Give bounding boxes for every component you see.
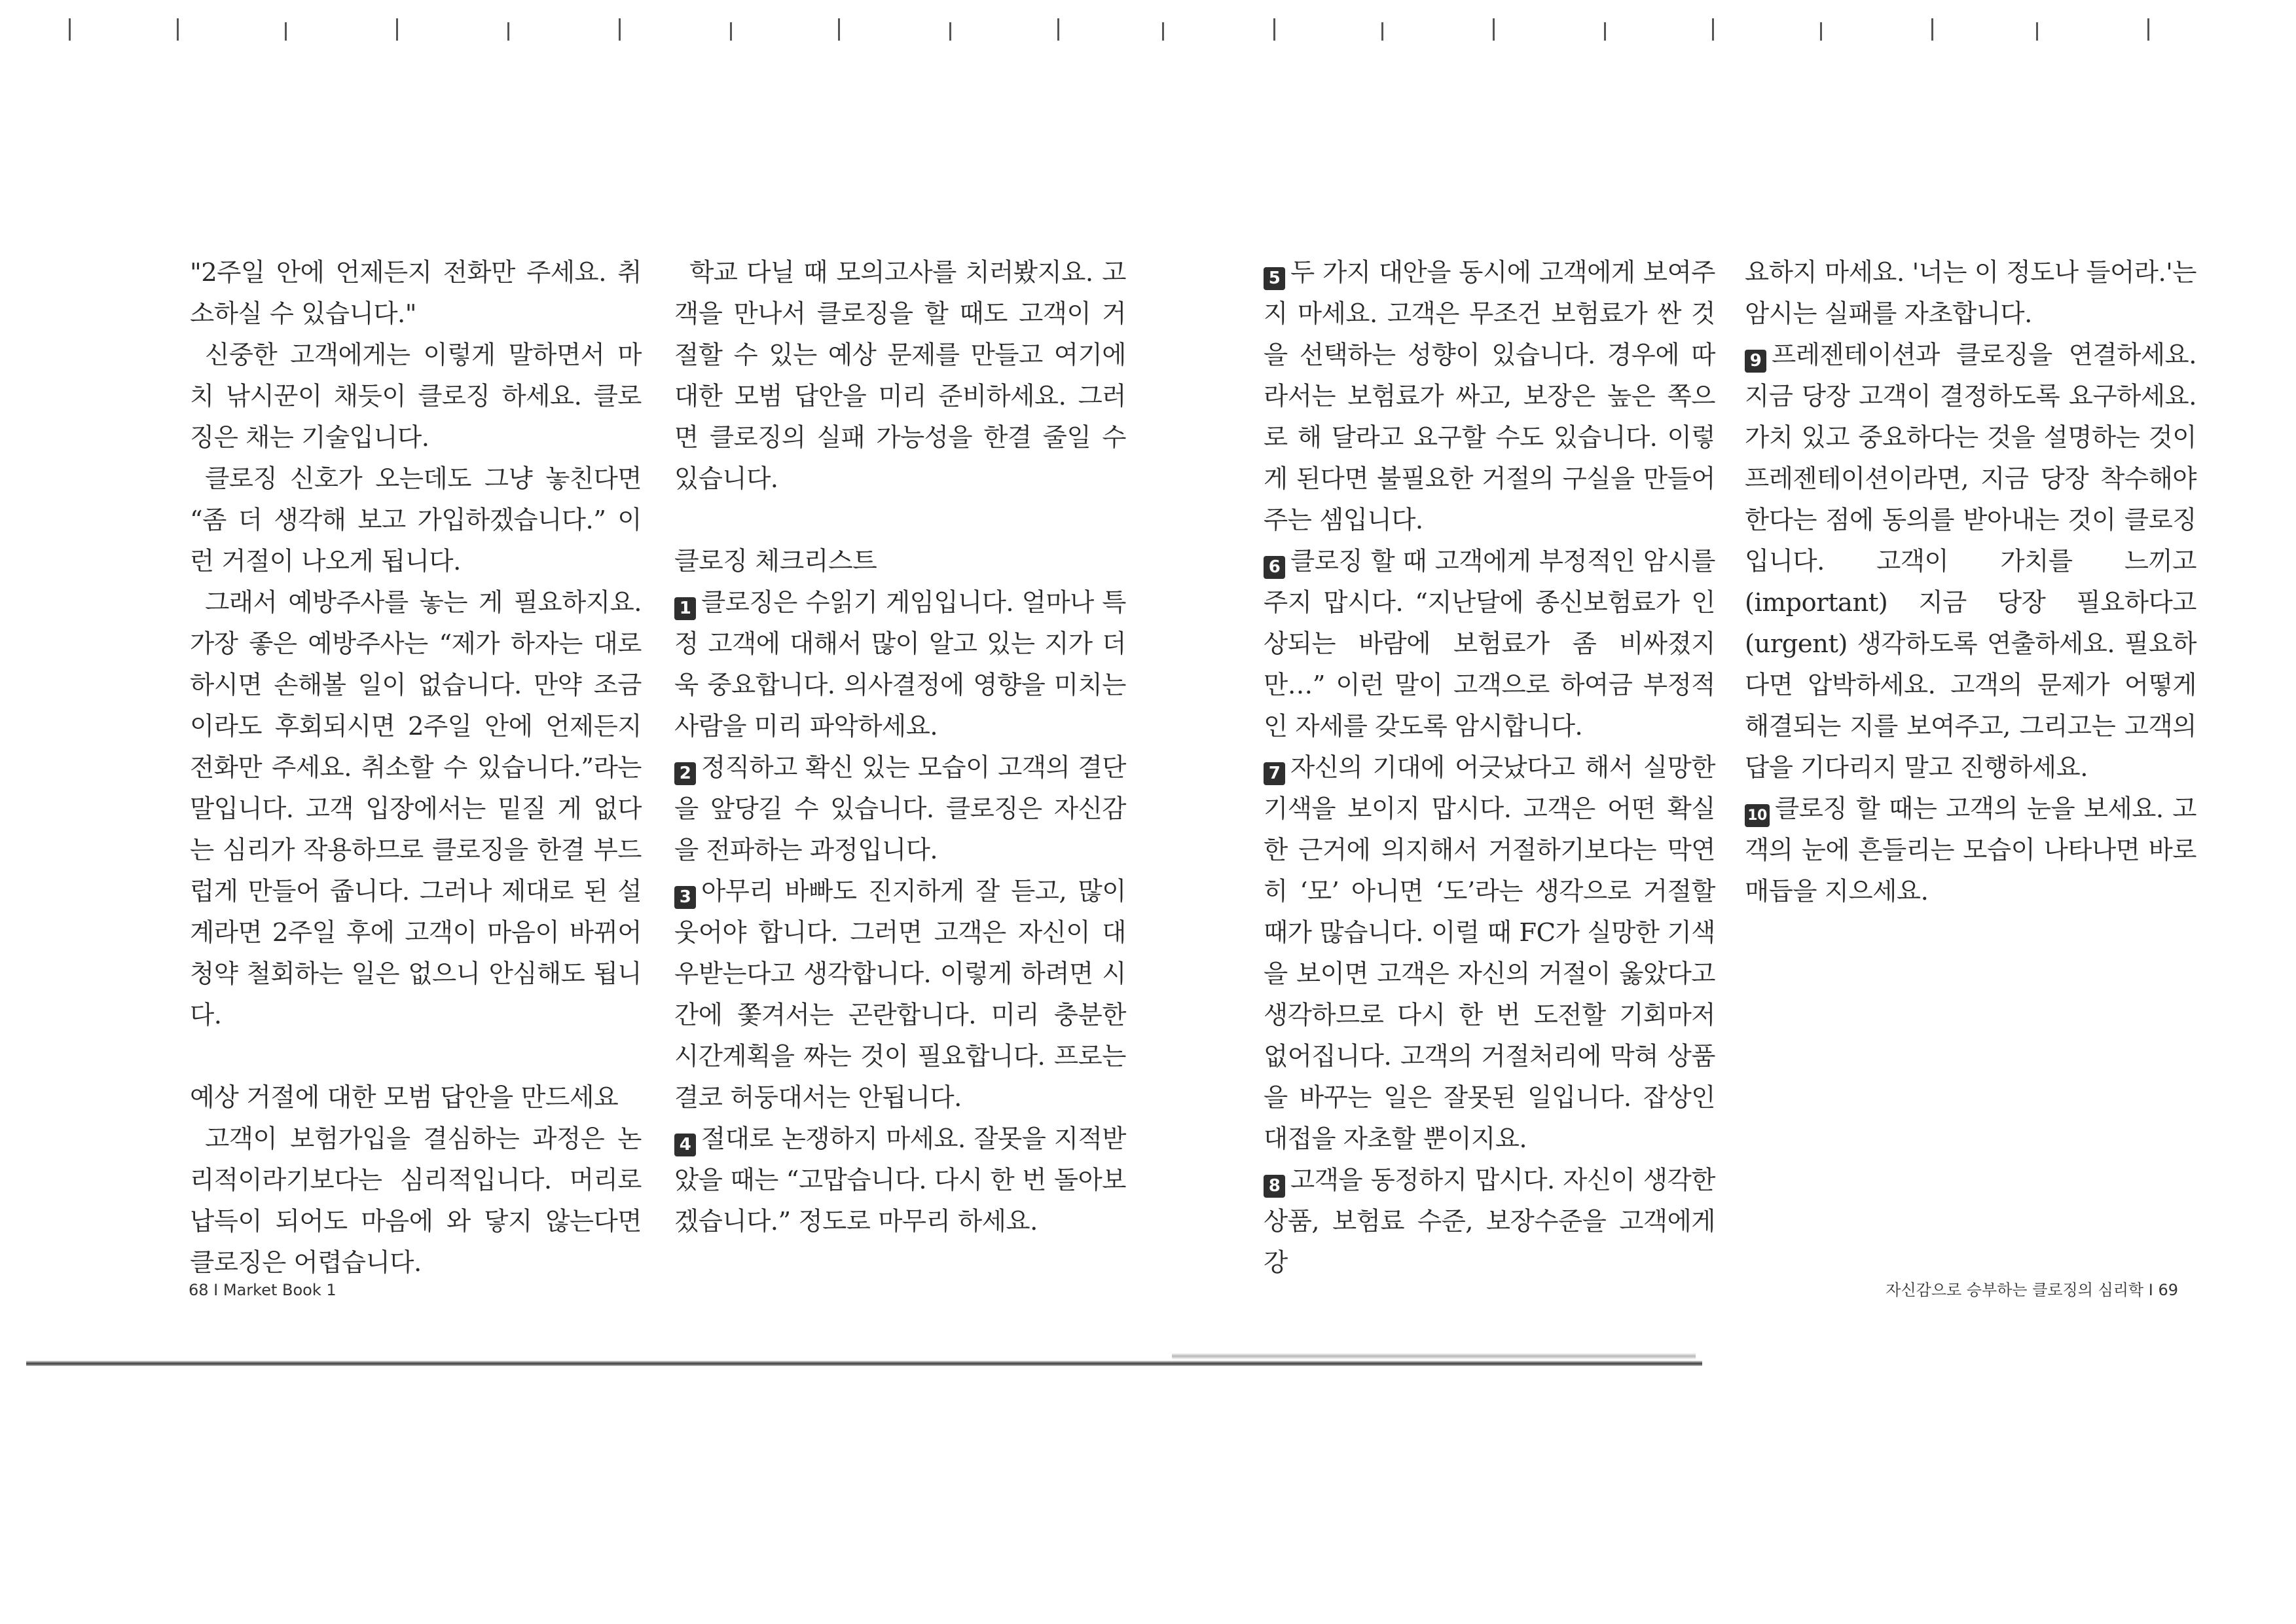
- crop-mark: [177, 18, 179, 41]
- paragraph: 클로징 신호가 오는데도 그냥 놓친다면 “좀 더 생각해 보고 가입하겠습니다.” 이런 거절이 나오게 됩니다.: [190, 464, 642, 576]
- checklist-item: [674, 871, 1126, 1118]
- crop-mark: [69, 18, 71, 41]
- crop-mark: [2036, 22, 2038, 41]
- left-page-column-2: [674, 252, 1126, 1242]
- crop-mark: [285, 22, 287, 41]
- checklist-text: 고객을 동정하지 맙시다. 자신이 생각한 상품, 보험료 수준, 보장수준을 고객에게 강: [1264, 1166, 1715, 1278]
- paragraph: 학교 다닐 때 모의고사를 치러봤지요. 고객을 만나서 클로징을 할 때도 고객이 거절할 수 있는 예상 문제를 만들고 여기에 대한 모범 답안을 미리 준비하세요. 그러면 클로징의 실패 가능성을 한결 줄일 수 있습니다.: [674, 258, 1126, 494]
- crop-mark: [1931, 18, 1933, 41]
- gutter-shadow: [1172, 1353, 1696, 1359]
- checklist-text: 아무리 바빠도 진지하게 잘 듣고, 많이 웃어야 합니다. 그러면 고객은 자신이 대우받는다고 생각합니다. 이렇게 하려면 시간에 쫓겨서는 곤란합니다. 미리 충분한 시간계획을 짜는 것이 필요합니다. 프로는 결코 허둥대서는 안됩니다.: [674, 877, 1126, 1113]
- crop-mark: [1057, 18, 1059, 41]
- number-badge: 4: [674, 1134, 696, 1156]
- paragraph: 신중한 고객에게는 이렇게 말하면서 마치 낚시꾼이 채듯이 클로징 하세요. 클로징은 채는 기술입니다.: [190, 341, 642, 452]
- checklist-text: 프레젠테이션과 클로징을 연결하세요. 지금 당장 고객이 결정하도록 요구하세요. 가치 있고 중요하다는 것을 설명하는 것이 프레젠테이션이라면, 지금 당장 착수해야 한다는 점에 동의를 받아내는 것이 클로징입니다. 고객이 가치를 느끼고(important) 지금 당장 필요하다고(urgent) 생각하도록 연출하세요. 필요하다면 압박하세요. 고객의 문제가 어떻게 해결되는 지를 보여주고, 그리고는 고객의 답을 기다리지 말고 진행하세요.: [1745, 341, 2196, 783]
- crop-mark: [2147, 18, 2149, 41]
- paragraph: 그래서 예방주사를 놓는 게 필요하지요. 가장 좋은 예방주사는 “제가 하자는 대로 하시면 손해볼 일이 없습니다. 만약 조금이라도 후회되시면 2주일 안에 언제든지 전화만 주세요. 취소할 수 있습니다.”라는 말입니다. 고객 입장에서는 밑질 게 없다는 심리가 작용하므로 클로징을 한결 부드럽게 만들어 줍니다. 그러나 제대로 된 설계라면 2주일 후에 고객이 마음이 바뀌어 청약 철회하는 일은 없으니 안심해도 됩니다.: [190, 588, 642, 1030]
- number-badge: 6: [1264, 556, 1285, 579]
- checklist-heading: 클로징 체크리스트: [674, 547, 877, 576]
- number-badge: 8: [1264, 1175, 1285, 1198]
- number-badge: 9: [1745, 350, 1766, 373]
- checklist-text: 클로징 할 때 고객에게 부정적인 암시를 주지 맙시다. “지난달에 종신보험료가 인상되는 바람에 보험료가 좀 비싸졌지만…” 이런 말이 고객으로 하여금 부정적인 자세를 갖도록 암시합니다.: [1264, 547, 1715, 741]
- number-badge: 7: [1264, 762, 1285, 785]
- checklist-item: [674, 747, 1126, 871]
- number-badge: 3: [674, 886, 696, 909]
- checklist-text: 클로징 할 때는 고객의 눈을 보세요. 고객의 눈에 흔들리는 모습이 나타나면 바로 매듭을 지으세요.: [1745, 794, 2196, 906]
- crop-mark: [949, 22, 951, 41]
- crop-mark: [1162, 22, 1164, 41]
- number-badge: 1: [674, 597, 696, 620]
- checklist-item: [674, 1118, 1126, 1242]
- left-page-column-1: [190, 252, 642, 1283]
- checklist-item: [1264, 541, 1715, 747]
- number-badge: 2: [674, 762, 696, 785]
- checklist-text: 자신의 기대에 어긋났다고 해서 실망한 기색을 보이지 맙시다. 고객은 어떤 확실한 근거에 의지해서 거절하기보다는 막연히 ‘모’ 아니면 ‘도’라는 생각으로 거절할 때가 많습니다. 이럴 때 FC가 실망한 기색을 보이면 고객은 자신의 거절이 옳았다고 생각하므로 다시 한 번 도전할 기회마저 없어집니다. 고객의 거절처리에 막혀 상품을 바꾸는 일은 잘못된 일입니다. 잡상인 대접을 자초할 뿐이지요.: [1264, 753, 1715, 1154]
- crop-mark: [1604, 22, 1606, 41]
- crop-mark: [1493, 18, 1495, 41]
- checklist-text: 클로징은 수읽기 게임입니다. 얼마나 특정 고객에 대해서 많이 알고 있는 지가 더욱 중요합니다. 의사결정에 영향을 미치는 사람을 미리 파악하세요.: [674, 588, 1126, 741]
- paragraph: 고객이 보험가입을 결심하는 과정은 논리적이라기보다는 심리적입니다. 머리로 납득이 되어도 마음에 와 닿지 않는다면 클로징은 어렵습니다.: [190, 1124, 642, 1278]
- crop-mark: [1712, 18, 1714, 41]
- paragraph: 요하지 마세요. '너는 이 정도나 들어라.'는 암시는 실패를 자초합니다.: [1745, 258, 2196, 329]
- checklist-item: [1745, 335, 2196, 788]
- section-heading: 예상 거절에 대한 모범 답안을 만드세요: [190, 1083, 619, 1113]
- crop-mark: [507, 22, 509, 41]
- checklist-text: 정직하고 확신 있는 모습이 고객의 결단을 앞당길 수 있습니다. 클로징은 자신감을 전파하는 과정입니다.: [674, 753, 1126, 865]
- checklist-item: [1264, 1160, 1715, 1283]
- right-page-column-1: [1264, 252, 1715, 1283]
- page-edge-shadow: [26, 1361, 1702, 1366]
- number-badge: 5: [1264, 267, 1285, 290]
- crop-mark: [1820, 22, 1822, 41]
- footer-right-page-number: 자신감으로 승부하는 클로징의 심리학 I 69: [1886, 1281, 2178, 1299]
- paragraph: "2주일 안에 언제든지 전화만 주세요. 취소하실 수 있습니다.": [190, 258, 642, 329]
- crop-mark: [619, 18, 621, 41]
- crop-mark: [838, 18, 840, 41]
- crop-mark: [396, 18, 398, 41]
- crop-mark: [1273, 18, 1275, 41]
- checklist-item: [1264, 252, 1715, 541]
- number-badge: 10: [1745, 804, 1770, 827]
- checklist-text: 두 가지 대안을 동시에 고객에게 보여주지 마세요. 고객은 무조건 보험료가 싼 것을 선택하는 성향이 있습니다. 경우에 따라서는 보험료가 싸고, 보장은 높은 쪽으로 해 달라고 요구할 수도 있습니다. 이렇게 된다면 불필요한 거절의 구실을 만들어 주는 셈입니다.: [1264, 258, 1715, 535]
- crop-mark: [1381, 22, 1383, 41]
- checklist-item: [1745, 788, 2196, 912]
- footer-left-page-number: 68 I Market Book 1: [189, 1281, 337, 1299]
- crop-mark: [730, 22, 732, 41]
- checklist-text: 절대로 논쟁하지 마세요. 잘못을 지적받았을 때는 “고맙습니다. 다시 한 번 돌아보겠습니다.” 정도로 마무리 하세요.: [674, 1124, 1126, 1236]
- right-page-column-2: [1745, 252, 2196, 912]
- checklist-item: [674, 582, 1126, 747]
- crop-marks: [0, 0, 2296, 79]
- checklist-item: [1264, 747, 1715, 1160]
